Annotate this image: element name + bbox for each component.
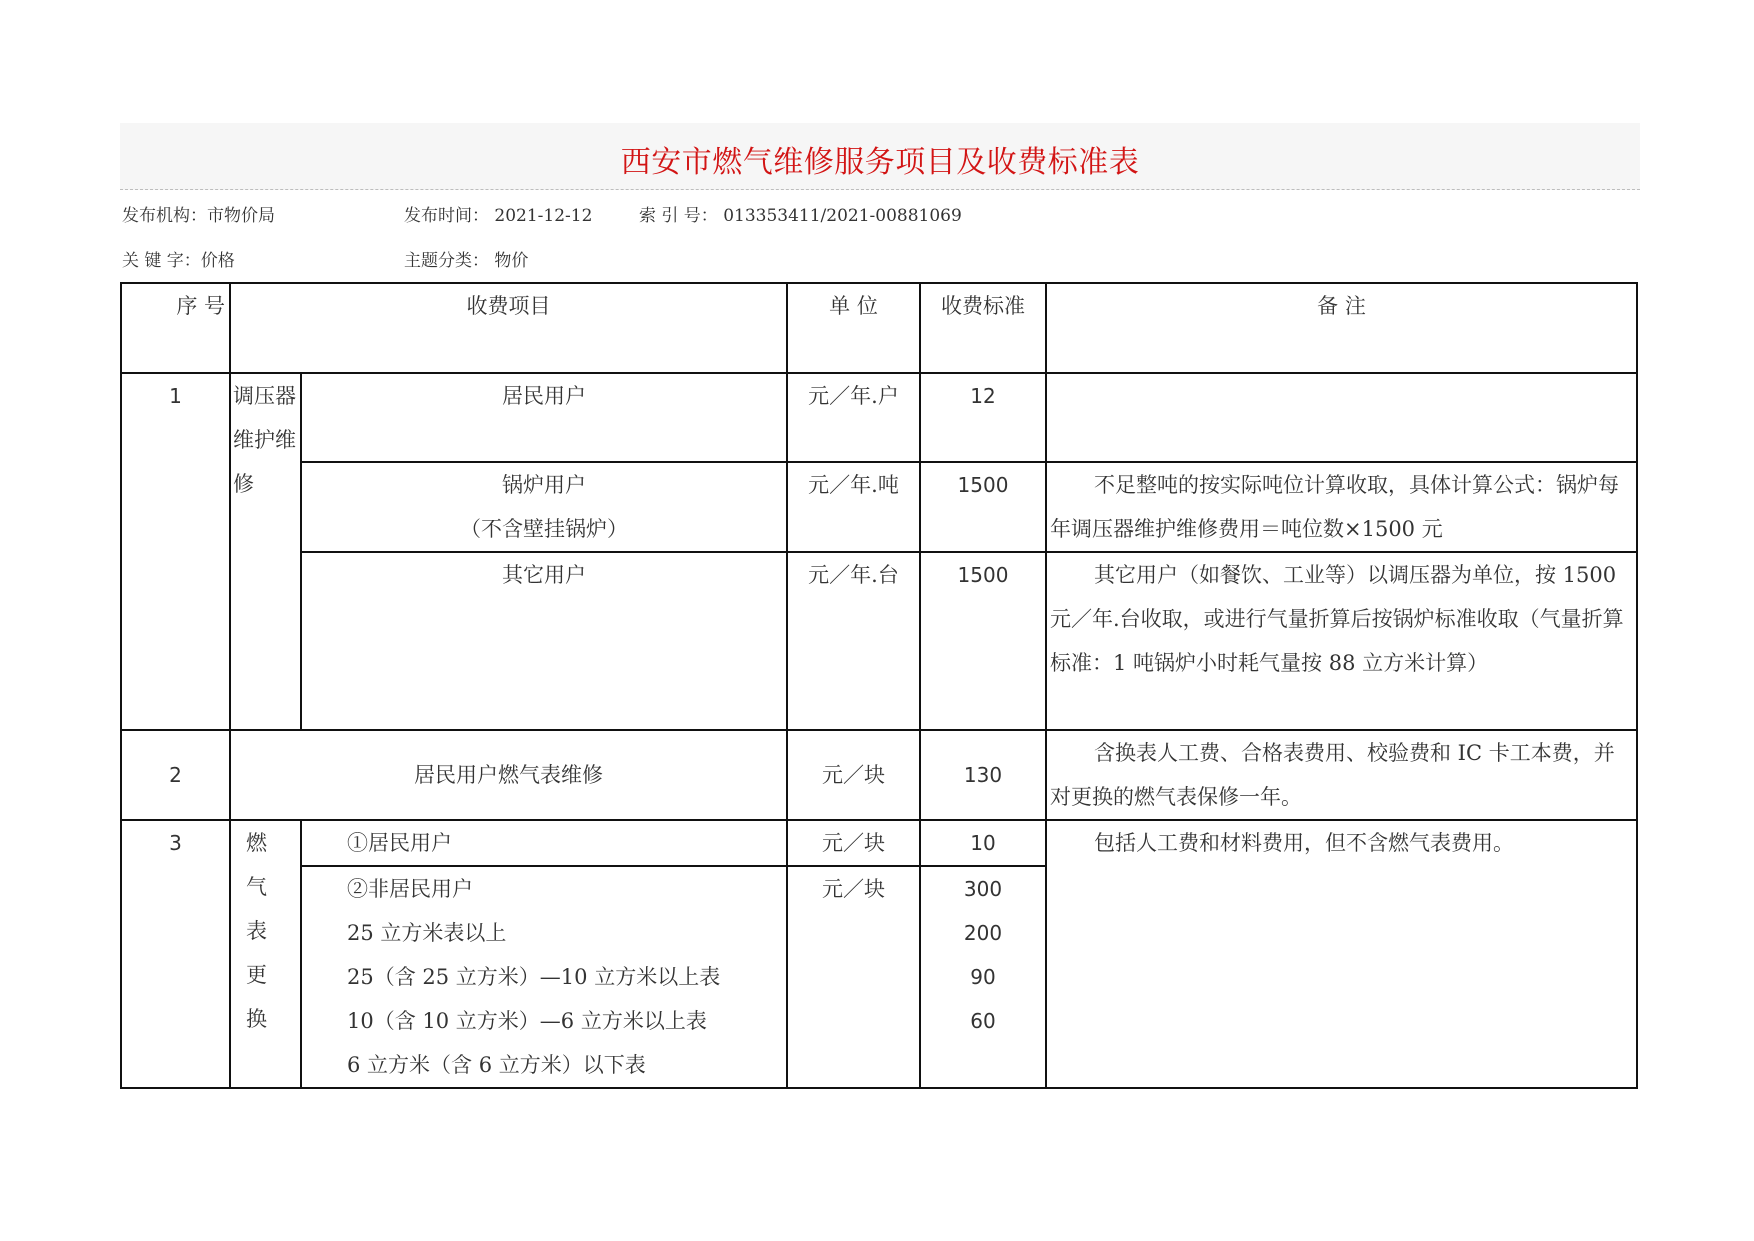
table-row xyxy=(121,462,1637,552)
table-row xyxy=(121,730,1637,820)
row3-group-char: 换 xyxy=(246,1007,267,1031)
row1-other-note: 其它用户（如餐饮、工业等）以调压器为单位，按 1500 元／年.台收取，或进行气量折算后按锅炉标准收取（气量折算标准：1 吨锅炉小时耗气量按 88 立方米计算） xyxy=(1046,552,1637,730)
header-note: 备 注 xyxy=(1046,283,1637,373)
row3-group xyxy=(230,820,301,1088)
row3-group-char: 表 xyxy=(246,919,267,943)
row1-boiler-name2: （不含壁挂锅炉） xyxy=(460,517,628,541)
page-title: 西安市燃气维修服务项目及收费标准表 xyxy=(620,145,1140,180)
row3-price: 60 xyxy=(970,1009,996,1033)
meta-index-no: 索 引 号： 013353411/2021-00881069 xyxy=(639,206,962,226)
row3-price: 300 xyxy=(963,877,1003,901)
row1-boiler-name: 锅炉用户 xyxy=(502,473,586,497)
row3-size-line: 25 立方米表以上 xyxy=(347,921,507,945)
row3-size-line: 6 立方米（含 6 立方米）以下表 xyxy=(347,1053,646,1077)
row3-seq: 3 xyxy=(121,820,230,1088)
row1-boiler-note: 不足整吨的按实际吨位计算收取，具体计算公式：锅炉每年调压器维护维修费用＝吨位数×1500 元 xyxy=(1046,462,1637,552)
row1-resident-name: 居民用户 xyxy=(301,373,787,462)
table-row xyxy=(121,373,1637,462)
row1-seq: 1 xyxy=(121,373,230,730)
row2-price: 130 xyxy=(920,730,1046,820)
title-band xyxy=(120,123,1640,190)
row1-boiler-unit: 元／年.吨 xyxy=(787,462,920,552)
row2-note: 含换表人工费、合格表费用、校验费和 IC 卡工本费，并对更换的燃气表保修一年。 xyxy=(1046,730,1637,820)
row3-resident-price: 10 xyxy=(920,820,1046,866)
header-unit: 单 位 xyxy=(787,283,920,373)
header-seq: 序 号 xyxy=(121,283,230,373)
row3-nonresident-cell xyxy=(301,866,787,1088)
row1-resident-price: 12 xyxy=(920,373,1046,462)
row3-group-char: 燃 xyxy=(246,831,267,855)
row3-group-char: 气 xyxy=(246,875,267,899)
row2-seq: 2 xyxy=(121,730,230,820)
row1-other-unit: 元／年.台 xyxy=(787,552,920,730)
row3-nonresident-name: ②非居民用户 xyxy=(347,877,473,901)
table-row xyxy=(121,820,1637,866)
row1-boiler-price: 1500 xyxy=(920,462,1046,552)
row3-price: 200 xyxy=(963,921,1003,945)
row3-price: 90 xyxy=(970,965,996,989)
header-standard: 收费标准 xyxy=(920,283,1046,373)
meta-category: 主题分类： 物价 xyxy=(404,251,529,271)
row1-other-price: 1500 xyxy=(920,552,1046,730)
row1-other-name: 其它用户 xyxy=(301,552,787,730)
fee-table xyxy=(120,282,1638,1089)
row1-resident-note xyxy=(1046,373,1637,462)
table-row xyxy=(121,552,1637,730)
row3-group-char: 更 xyxy=(246,963,267,987)
meta-keywords: 关 键 字：价格 xyxy=(122,251,235,271)
header-item: 收费项目 xyxy=(230,283,787,373)
row3-nonresident-unit: 元／块 xyxy=(787,866,920,1088)
row1-boiler-name-cell xyxy=(301,462,787,552)
row1-group: 调压器维护维修 xyxy=(230,373,301,730)
row3-nonresident-prices xyxy=(920,866,1046,1088)
row3-resident-unit: 元／块 xyxy=(787,820,920,866)
meta-publisher: 发布机构：市物价局 xyxy=(122,206,275,226)
header-row xyxy=(121,283,1637,373)
row3-resident-name: ①居民用户 xyxy=(301,820,787,866)
row1-resident-unit: 元／年.户 xyxy=(787,373,920,462)
row3-size-line: 10（含 10 立方米）—6 立方米以上表 xyxy=(347,1009,707,1033)
row3-note: 包括人工费和材料费用，但不含燃气表费用。 xyxy=(1046,820,1637,1088)
row2-name: 居民用户燃气表维修 xyxy=(230,730,787,820)
row2-unit: 元／块 xyxy=(787,730,920,820)
row3-size-line: 25（含 25 立方米）—10 立方米以上表 xyxy=(347,965,721,989)
meta-publish-time: 发布时间： 2021-12-12 xyxy=(404,206,593,226)
